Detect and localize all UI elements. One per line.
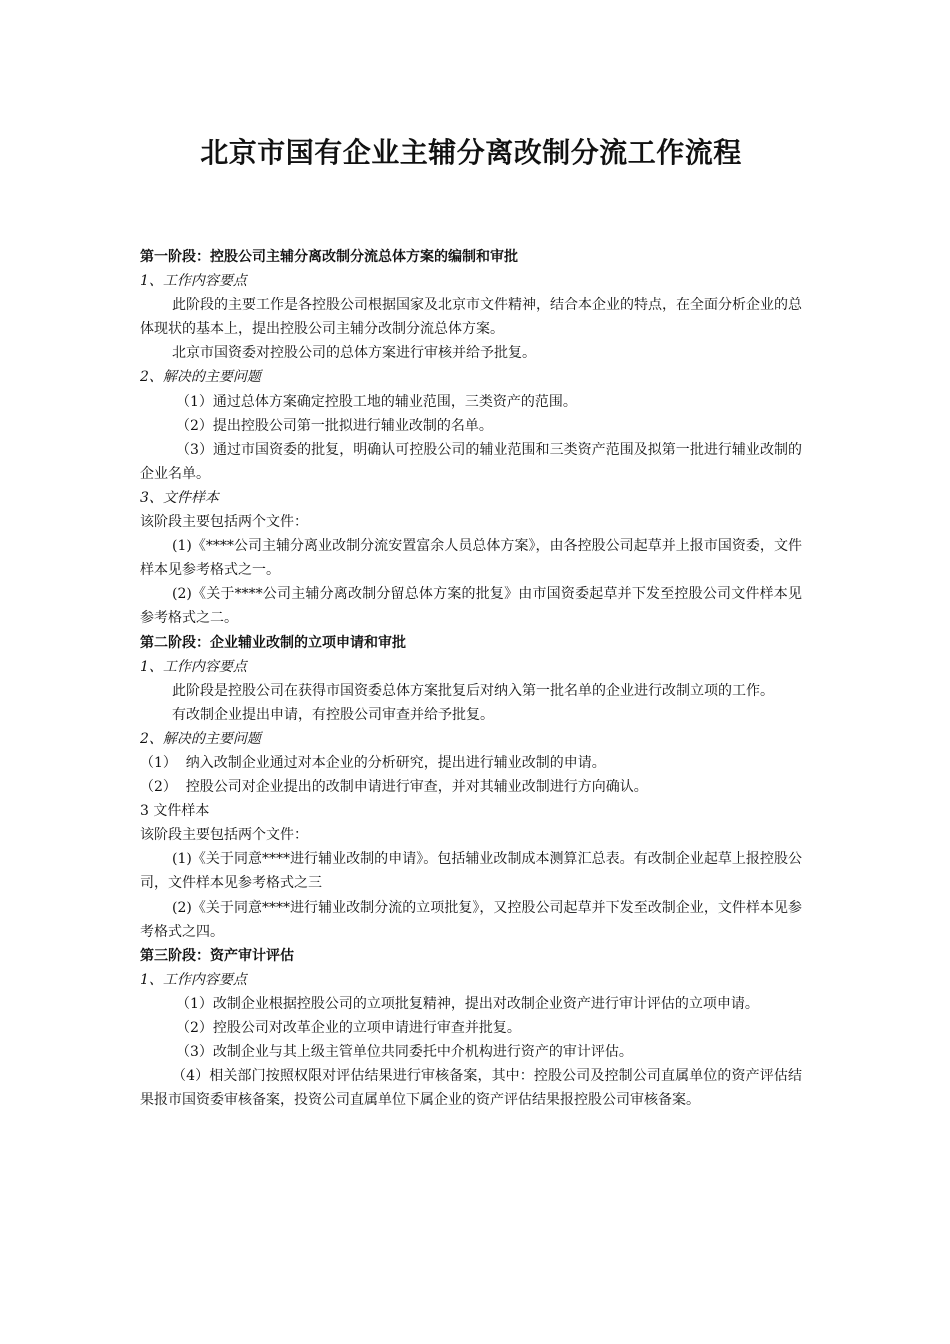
document-title: 北京市国有企业主辅分离改制分流工作流程 [200, 136, 742, 169]
stage2-problem-item-2: （2） 控股公司对企业提出的改制申请进行审查，并对其辅业改制进行方向确认。 [140, 779, 648, 796]
stage3-work-item-2: （2）控股公司对改革企业的立项申请进行审查并批复。 [176, 1020, 521, 1036]
stage2-section3-heading: 3 文件样本 [140, 803, 210, 820]
stage1-problem-item-2: （2）提出控股公司第一批拟进行辅业改制的名单。 [176, 417, 493, 434]
stage1-problem-item-3: （3）通过市国资委的批复，明确认可控股公司的辅业范围和三类资产范围及拟第一批进行辅业改制的企业名单。 [140, 441, 802, 482]
stage1-section1-heading: 1、工作内容要点 [140, 273, 247, 290]
stage1-heading: 第一阶段：控股公司主辅分离改制分流总体方案的编制和审批 [140, 249, 518, 265]
stage1-section3-intro: 该阶段主要包括两个文件： [140, 514, 308, 531]
stage1-section3-heading: 3、文件样本 [140, 489, 219, 506]
stage2-section3-intro: 该阶段主要包括两个文件： [140, 827, 308, 844]
stage2-file-item-2: (2)《关于同意****进行辅业改制分流的立项批复》，又控股公司起草并下发至改制企业，文件样本见参考格式之四。 [140, 899, 802, 940]
stage2-file-item-1: (1)《关于同意****进行辅业改制的申请》。包括辅业改制成本测算汇总表。有改制企业起草上报控股公司，文件样本见参考格式之三 [140, 851, 802, 892]
stage3-work-item-4: （4）相关部门按照权限对评估结果进行审核备案，其中：控股公司及控制公司直属单位的资产评估结果报市国资委审核备案，投资公司直属单位下属企业的资产评估结果报控股公司审核备案。 [140, 1068, 802, 1109]
stage3-work-item-3: （3）改制企业与其上级主管单位共同委托中介机构进行资产的审计评估。 [176, 1044, 633, 1061]
stage1-problem-item-1: （1）通过总体方案确定控股工地的辅业范围，三类资产的范围。 [176, 393, 577, 410]
stage1-section1-paragraph1: 此阶段的主要工作是各控股公司根据国家及北京市文件精神，结合本企业的特点，在全面分析企业的总体现状的基本上，提出控股公司主辅分改制分流总体方案。 [140, 297, 802, 338]
stage1-section1-paragraph2: 北京市国资委对控股公司的总体方案进行审核并给予批复。 [172, 345, 536, 362]
stage2-problem-item-1: （1） 纳入改制企业通过对本企业的分析研究，提出进行辅业改制的申请。 [140, 754, 606, 771]
stage2-section1-heading: 1、工作内容要点 [140, 658, 247, 675]
stage1-file-item-2: (2)《关于****公司主辅分离改制分留总体方案的批复》由市国资委起草并下发至控股公司文件样本见参考格式之二。 [140, 586, 802, 627]
stage3-work-item-1: （1）改制企业根据控股公司的立项批复精神，提出对改制企业资产进行审计评估的立项申请。 [176, 995, 759, 1012]
stage1-section2-heading: 2、解决的主要问题 [140, 369, 261, 386]
stage3-heading: 第三阶段：资产审计评估 [140, 947, 294, 964]
stage2-section2-heading: 2、解决的主要问题 [140, 730, 261, 747]
stage1-file-item-1: (1)《****公司主辅分离业改制分流安置富余人员总体方案》，由各控股公司起草并上报市国资委，文件样本见参考格式之一。 [140, 538, 802, 579]
document-body [140, 245, 802, 1112]
stage2-section1-paragraph1: 此阶段是控股公司在获得市国资委总体方案批复后对纳入第一批名单的企业进行改制立项的工作。 [172, 682, 774, 699]
stage3-section1-heading: 1、工作内容要点 [140, 971, 247, 988]
stage2-heading: 第二阶段：企业辅业改制的立项申请和审批 [140, 634, 406, 651]
stage2-section1-paragraph2: 有改制企业提出申请，有控股公司审查并给予批复。 [172, 706, 494, 723]
